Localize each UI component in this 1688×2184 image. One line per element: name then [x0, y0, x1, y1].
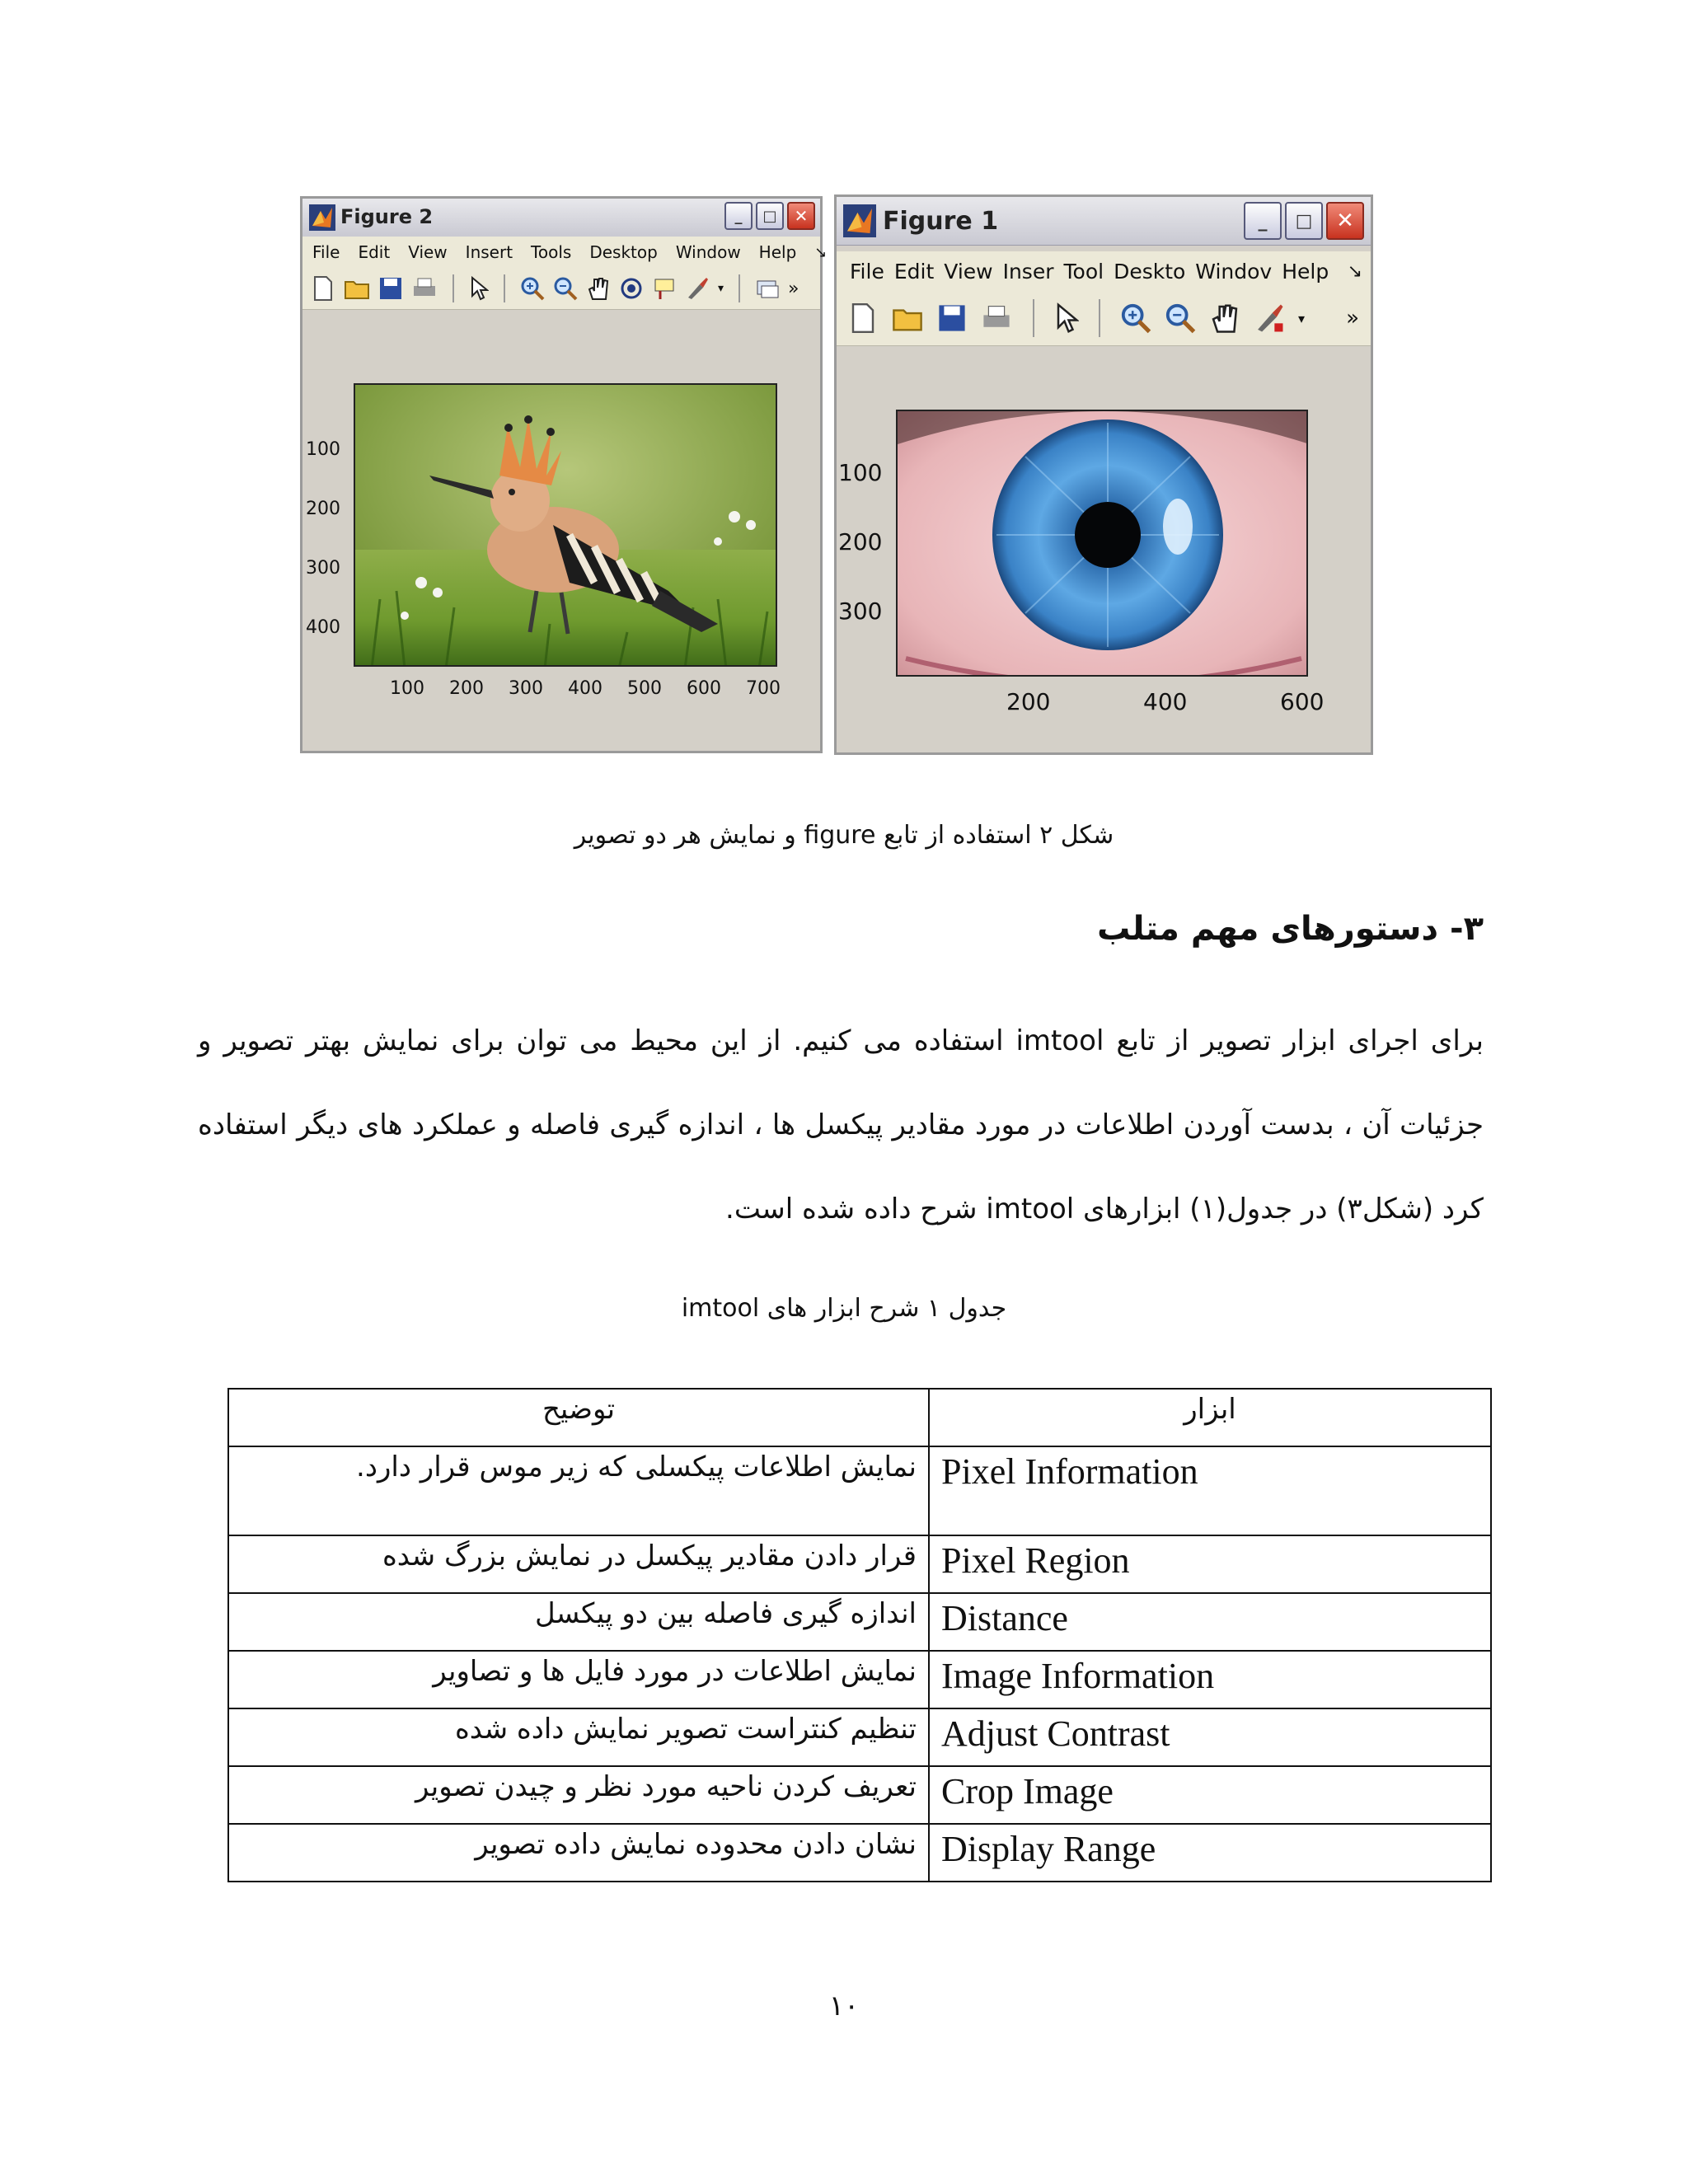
body-paragraph: برای اجرای ابزار تصویر از تابع imtool استفاده می کنیم. از این محیط می توان برای نمایش بهتر تصویر و جزئیات آن ، بدست آوردن اطلاعات در مورد مقادیر پیکسل ها ، اندازه گیری فاصله و عملکرد های دیگر استفاده کرد (شکل۳) در جدول(۱) ابزارهای imtool شرح داده شده است. — [198, 1024, 1484, 1226]
close-button[interactable]: ✕ — [787, 202, 815, 230]
figure-1-toolbar — [837, 291, 1371, 346]
table-row — [228, 1708, 1491, 1766]
zoom-out-icon[interactable] — [553, 276, 578, 301]
data-cursor-icon[interactable] — [652, 276, 677, 301]
menu-window[interactable]: Windov — [1195, 259, 1273, 284]
table-row — [228, 1766, 1491, 1824]
menu-edit[interactable]: Edit — [893, 259, 935, 284]
menu-desktop[interactable]: Deskto — [1114, 259, 1186, 284]
header-tool: ابزار — [929, 1389, 1491, 1446]
y-tick: 100 — [838, 459, 883, 486]
brush-icon[interactable] — [1254, 302, 1285, 334]
row-tool: Distance — [929, 1593, 1491, 1651]
dock-arrow-icon[interactable]: ↘ — [1347, 260, 1362, 282]
y-tick: 300 — [306, 558, 340, 579]
y-tick: 100 — [306, 439, 340, 460]
menu-insert[interactable]: Insert — [465, 242, 513, 262]
minimize-button[interactable]: _ — [724, 202, 753, 230]
menu-edit[interactable]: Edit — [358, 242, 391, 262]
save-icon[interactable] — [937, 303, 967, 333]
pointer-icon[interactable] — [469, 276, 489, 301]
y-tick: 200 — [838, 528, 883, 555]
x-tick: 400 — [568, 678, 603, 699]
dock-arrow-icon[interactable]: ↘ — [814, 243, 828, 261]
dropdown-arrow-icon[interactable]: ▾ — [1298, 310, 1306, 326]
figure-2-toolbar — [302, 268, 820, 310]
dropdown-arrow-icon[interactable]: ▾ — [718, 282, 724, 295]
menu-view[interactable]: View — [408, 242, 448, 262]
x-tick: 200 — [449, 678, 484, 699]
toolbar-overflow-icon[interactable]: » — [1346, 306, 1359, 330]
row-description: اندازه گیری فاصله بین دو پیکسل — [228, 1593, 929, 1651]
row-description: نشان دادن محدوده نمایش داده تصویر — [228, 1824, 929, 1882]
figure-2-image-axes — [354, 383, 777, 667]
hoopoe-image — [355, 385, 777, 667]
menu-tools[interactable]: Tools — [531, 242, 572, 262]
x-tick: 300 — [509, 678, 543, 699]
table-header-row — [228, 1389, 1491, 1446]
link-plot-icon[interactable] — [755, 276, 780, 301]
pan-hand-icon[interactable] — [1209, 302, 1240, 334]
minimize-button[interactable]: _ — [1244, 202, 1282, 240]
close-button[interactable]: ✕ — [1326, 202, 1364, 240]
row-description: قرار دادن مقادیر پیکسل در نمایش بزرگ شده — [228, 1535, 929, 1593]
figure-1-image-axes — [896, 410, 1308, 677]
figure-2-menubar — [302, 237, 828, 269]
eye-image — [898, 411, 1308, 677]
brush-icon[interactable] — [685, 276, 710, 301]
pointer-icon[interactable] — [1054, 302, 1079, 334]
figure-caption: شکل ۲ استفاده از تابع figure و نمایش هر دو تصویر — [574, 821, 1114, 850]
x-tick: 200 — [1006, 688, 1051, 715]
menu-file[interactable]: File — [312, 242, 340, 262]
row-description: تعریف کردن ناحیه مورد نظر و چیدن تصویر — [228, 1766, 929, 1824]
save-icon[interactable] — [378, 276, 403, 301]
table-caption: جدول ۱ شرح ابزار های imtool — [681, 1294, 1007, 1323]
matlab-logo-icon — [309, 204, 335, 231]
figure-2-title: Figure 2 — [340, 205, 434, 228]
table-row — [228, 1593, 1491, 1651]
rotate-3d-icon[interactable] — [619, 276, 644, 301]
matlab-logo-icon — [843, 204, 876, 237]
zoom-out-icon[interactable] — [1165, 302, 1196, 334]
row-tool: Adjust Contrast — [929, 1708, 1491, 1766]
menu-insert[interactable]: Inser — [1002, 259, 1054, 284]
table-row — [228, 1824, 1491, 1882]
y-tick: 400 — [306, 617, 340, 638]
menu-desktop[interactable]: Desktop — [589, 242, 658, 262]
menu-view[interactable]: View — [944, 259, 993, 284]
figure-2-window — [300, 196, 828, 753]
table-row — [228, 1535, 1491, 1593]
x-tick: 500 — [627, 678, 662, 699]
table-row — [228, 1651, 1491, 1708]
x-tick: 400 — [1143, 688, 1188, 715]
maximize-button[interactable]: □ — [1285, 202, 1323, 240]
figure-1-titlebar[interactable] — [837, 197, 1371, 246]
menu-window[interactable]: Window — [675, 242, 741, 262]
imtool-table — [227, 1388, 1492, 1882]
row-tool: Image Information — [929, 1651, 1491, 1708]
zoom-in-icon[interactable] — [520, 276, 545, 301]
figure-1-title: Figure 1 — [883, 207, 999, 236]
menu-help[interactable]: Help — [1282, 259, 1329, 284]
print-icon[interactable] — [980, 303, 1013, 333]
zoom-in-icon[interactable] — [1120, 302, 1151, 334]
row-description: تنظیم کنتراست تصویر نمایش داده شده — [228, 1708, 929, 1766]
row-tool: Pixel Region — [929, 1535, 1491, 1593]
x-tick: 600 — [687, 678, 721, 699]
row-tool: Crop Image — [929, 1766, 1491, 1824]
open-file-icon[interactable] — [891, 302, 924, 334]
x-tick: 100 — [390, 678, 424, 699]
new-figure-icon[interactable] — [848, 302, 878, 335]
print-icon[interactable] — [411, 276, 438, 301]
section-heading: ۳- دستورهای مهم متلب — [1097, 910, 1484, 948]
page-number: ۱۰ — [828, 1990, 860, 2022]
row-tool: Pixel Information — [929, 1446, 1491, 1535]
menu-file[interactable]: File — [850, 259, 884, 284]
row-tool: Display Range — [929, 1824, 1491, 1882]
table-row — [228, 1446, 1491, 1535]
menu-tools[interactable]: Tool — [1063, 259, 1104, 284]
row-description: نمایش اطلاعات پیکسلی که زیر موس قرار دارد. — [228, 1446, 929, 1535]
x-tick: 600 — [1280, 688, 1325, 715]
x-tick: 700 — [746, 678, 781, 699]
toolbar-overflow-icon[interactable]: » — [788, 278, 799, 299]
menu-help[interactable]: Help — [758, 242, 797, 262]
open-file-icon[interactable] — [344, 275, 370, 302]
pan-hand-icon[interactable] — [586, 276, 611, 301]
figure-2-titlebar[interactable] — [302, 199, 820, 237]
y-tick: 300 — [838, 598, 883, 625]
figure-1-window — [834, 194, 1373, 755]
row-description: نمایش اطلاعات در مورد فایل ها و تصاویر — [228, 1651, 929, 1708]
maximize-button[interactable]: □ — [756, 202, 784, 230]
y-tick: 200 — [306, 499, 340, 519]
header-description: توضیح — [228, 1389, 929, 1446]
new-figure-icon[interactable] — [311, 275, 335, 302]
figure-1-menubar — [837, 251, 1371, 292]
